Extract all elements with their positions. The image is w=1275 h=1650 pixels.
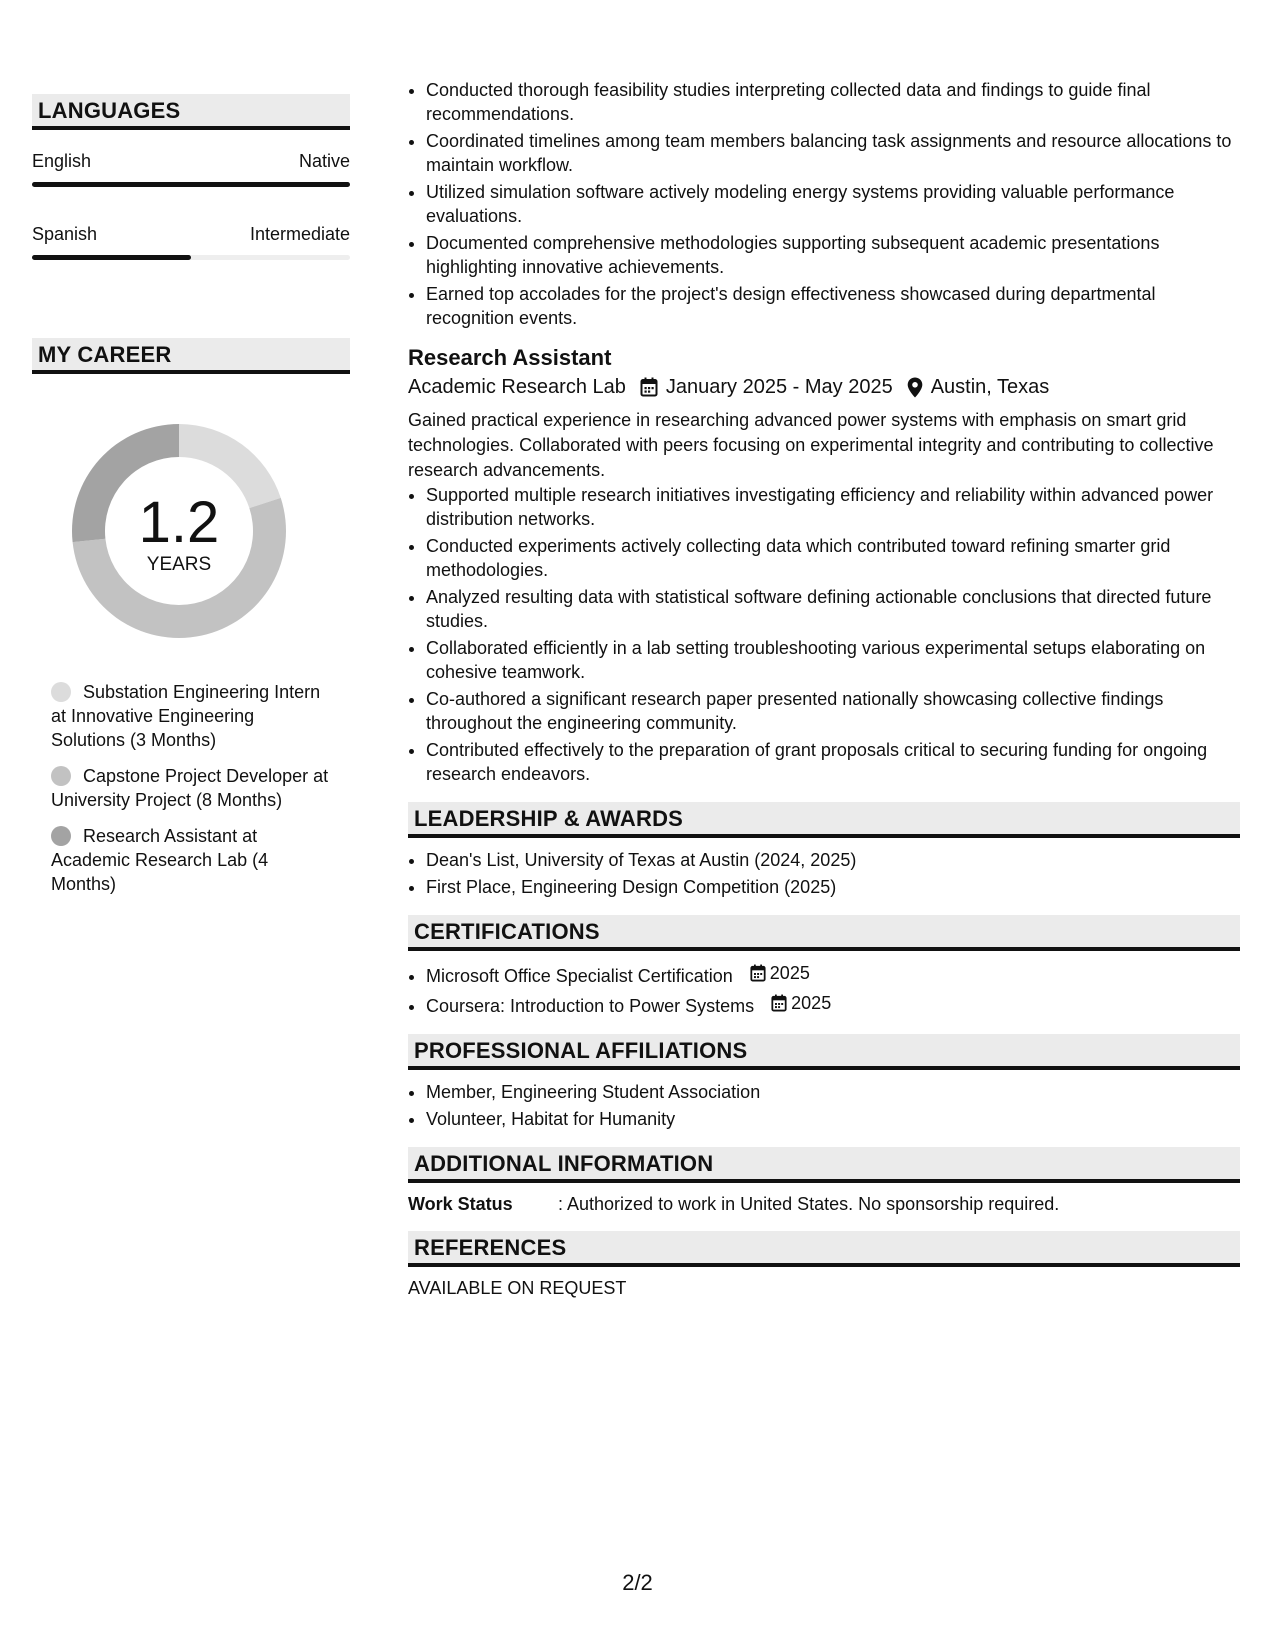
certification-name: Coursera: Introduction to Power Systems bbox=[426, 996, 755, 1016]
legend-dot-icon bbox=[51, 826, 71, 846]
language-proficiency-fill bbox=[32, 182, 350, 187]
job-bullets bbox=[408, 483, 1240, 786]
language-level: Intermediate bbox=[249, 224, 350, 244]
bullet-item: • Utilized simulation software actively modeling energy systems providing valuable performance evaluations. bbox=[426, 180, 1240, 228]
calendar-icon bbox=[640, 377, 658, 397]
affiliation-item: • Volunteer, Habitat for Humanity bbox=[426, 1107, 1240, 1131]
career-donut-chart bbox=[66, 418, 292, 644]
legend-dot-icon bbox=[51, 682, 71, 702]
career-legend-item bbox=[51, 824, 331, 896]
language-name: Spanish bbox=[32, 224, 98, 244]
affiliations-heading: PROFESSIONAL AFFILIATIONS bbox=[408, 1034, 1240, 1070]
certifications-heading: CERTIFICATIONS bbox=[408, 915, 1240, 951]
award-item: • First Place, Engineering Design Competition (2025) bbox=[426, 875, 1240, 899]
bullet-item: • Conducted experiments actively collecting data which contributed toward refining smarter grid methodologies. bbox=[426, 534, 1240, 582]
language-proficiency-bar bbox=[32, 182, 350, 187]
bullet-item: • Analyzed resulting data with statistical software defining actionable conclusions that directed future studies. bbox=[426, 585, 1240, 633]
language-proficiency-fill bbox=[32, 255, 191, 260]
previous-job-bullets bbox=[408, 78, 1240, 330]
bullet-item: • Collaborated efficiently in a lab setting troubleshooting various experimental setups elaborating on cohesive teamwork. bbox=[426, 636, 1240, 684]
career-total-years: 1.2 bbox=[138, 490, 220, 555]
languages-heading: LANGUAGES bbox=[32, 94, 350, 130]
career-legend-item bbox=[51, 680, 331, 752]
job-location: Austin, Texas bbox=[930, 376, 1050, 398]
job-description: Gained practical experience in researching advanced power systems with emphasis on smart grid technologies. Collaborated with peers focusing on experimental integrity and contributing to collective research advancements. bbox=[408, 410, 1214, 480]
bullet-item: • Co-authored a significant research paper presented nationally showcasing collective findings throughout the engineering community. bbox=[426, 687, 1240, 735]
job-meta bbox=[408, 374, 1240, 400]
career-legend-item bbox=[51, 764, 331, 812]
certifications-list bbox=[408, 961, 1240, 1018]
job-dates: January 2025 - May 2025 bbox=[665, 376, 893, 398]
certification-item bbox=[426, 961, 1240, 988]
additional-info-heading: ADDITIONAL INFORMATION bbox=[408, 1147, 1240, 1183]
certification-year: 2025 bbox=[791, 993, 832, 1013]
career-legend bbox=[51, 680, 331, 896]
certification-name: Microsoft Office Specialist Certification bbox=[426, 966, 733, 986]
affiliation-item: • Member, Engineering Student Association bbox=[426, 1080, 1240, 1104]
bullet-item: • Conducted thorough feasibility studies interpreting collected data and findings to guide final recommendations. bbox=[426, 78, 1240, 126]
job-title: Research Assistant bbox=[408, 345, 612, 370]
language-spanish bbox=[32, 223, 350, 260]
work-status-label: Work Status bbox=[408, 1194, 513, 1214]
bullet-item: • Supported multiple research initiatives investigating efficiency and reliability within advanced power distribution networks. bbox=[426, 483, 1240, 531]
bullet-item: • Earned top accolades for the project's design effectiveness showcased during departmental recognition events. bbox=[426, 282, 1240, 330]
main-column bbox=[408, 78, 1240, 1299]
calendar-icon bbox=[750, 964, 766, 982]
legend-dot-icon bbox=[51, 766, 71, 786]
references-text: AVAILABLE ON REQUEST bbox=[408, 1278, 627, 1298]
work-status-row bbox=[408, 1193, 1240, 1215]
page-number: 2/2 bbox=[622, 1570, 653, 1595]
leadership-heading: LEADERSHIP & AWARDS bbox=[408, 802, 1240, 838]
sidebar bbox=[32, 94, 350, 908]
legend-label: Substation Engineering Intern at Innovative Engineering Solutions (3 Months) bbox=[51, 682, 321, 750]
job-organization: Academic Research Lab bbox=[408, 376, 626, 398]
certification-item bbox=[426, 991, 1240, 1018]
career-heading: MY CAREER bbox=[32, 338, 350, 374]
legend-label: Research Assistant at Academic Research Lab (4 Months) bbox=[51, 826, 269, 894]
work-status-value: : Authorized to work in United States. No sponsorship required. bbox=[558, 1194, 1060, 1214]
bullet-item: • Contributed effectively to the preparation of grant proposals critical to securing funding for ongoing research endeavors. bbox=[426, 738, 1240, 786]
language-proficiency-bar bbox=[32, 255, 350, 260]
legend-label: Capstone Project Developer at University Project (8 Months) bbox=[51, 766, 329, 810]
location-pin-icon bbox=[907, 377, 923, 398]
bullet-item: • Documented comprehensive methodologies supporting subsequent academic presentations highlighting innovative achievements. bbox=[426, 231, 1240, 279]
award-item: • Dean's List, University of Texas at Austin (2024, 2025) bbox=[426, 848, 1240, 872]
references-heading: REFERENCES bbox=[408, 1231, 1240, 1267]
calendar-icon bbox=[771, 994, 787, 1012]
language-level: Native bbox=[298, 151, 350, 171]
career-unit: YEARS bbox=[146, 554, 212, 575]
bullet-item: • Coordinated timelines among team members balancing task assignments and resource allocations to maintain workflow. bbox=[426, 129, 1240, 177]
leadership-list bbox=[408, 848, 1240, 899]
language-english bbox=[32, 150, 350, 187]
language-name: English bbox=[32, 151, 92, 171]
affiliations-list bbox=[408, 1080, 1240, 1131]
certification-year: 2025 bbox=[769, 963, 810, 983]
